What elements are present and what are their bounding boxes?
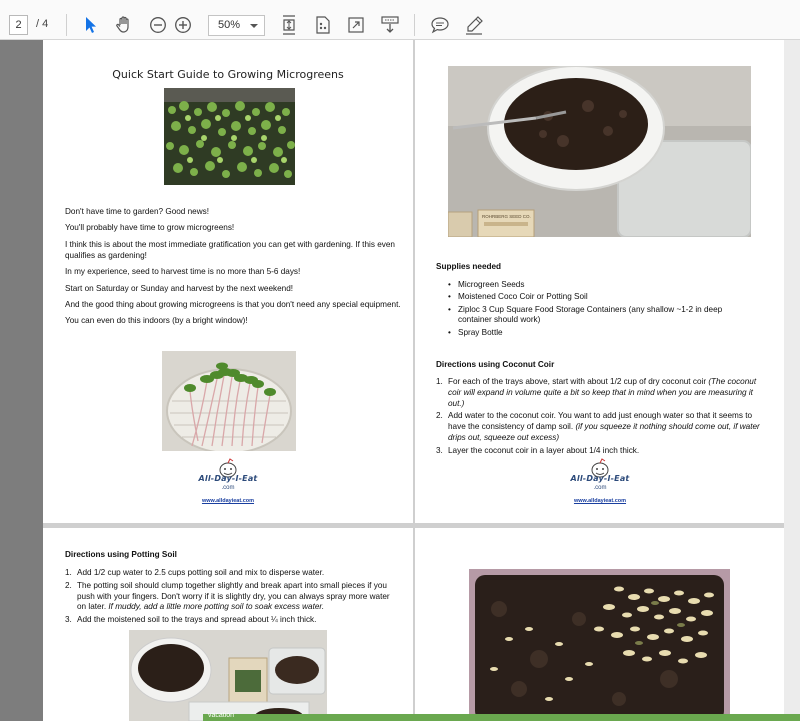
- paragraph: You'll probably have time to grow microgreens!: [65, 223, 235, 233]
- step-text: Layer the coconut coir in a layer about 1/4 inch thick.: [448, 445, 640, 455]
- hand-icon[interactable]: [113, 14, 135, 36]
- fit-page-icon[interactable]: [278, 14, 300, 36]
- highlight-pen-icon[interactable]: [463, 14, 485, 36]
- list-item: • Ziploc 3 Cup Square Food Storage Containers (any shallow ~1-2 in deep container should work): [436, 305, 756, 327]
- step-note: (The coconut coir will expand in volume quite a bit so keep that in mind when you are measuring it out.): [448, 377, 757, 408]
- page-number-input[interactable]: 2: [9, 15, 28, 35]
- paragraph: I think this is about the most immediate gratification you can get with gardening. If this even qualifies as gardening!: [65, 239, 395, 260]
- list-item: • Microgreen Seeds: [436, 280, 756, 291]
- potting-soil-photo: [129, 630, 327, 721]
- list-item: • Moistened Coco Coir or Potting Soil: [436, 292, 756, 303]
- paragraph: You can even do this indoors (by a bright window)!: [65, 316, 248, 326]
- select-arrow-icon[interactable]: [80, 14, 102, 36]
- scroll-mode-icon[interactable]: [379, 14, 401, 36]
- step-text: The potting soil should clump together slightly and break apart into small pieces if you push with your fingers. Don't worry if it is slightly dry, you can always spray more water on later.: [77, 580, 390, 612]
- status-bar: [203, 714, 800, 721]
- logo-text: All-Day-I-Eat: [198, 474, 258, 483]
- paragraph: Don't have time to garden? Good news!: [65, 207, 210, 216]
- step-note: (if you squeeze it nothing should come out, if water drips out, squeeze out excess): [448, 422, 760, 443]
- paragraph: Start on Saturday or Sunday and harvest by the next weekend!: [65, 283, 294, 293]
- step-number: 2.: [65, 580, 72, 590]
- document-viewport[interactable]: [0, 40, 800, 721]
- potting-soil-steps: [65, 568, 395, 628]
- chevron-down-icon: [250, 24, 258, 28]
- list-item: • Spray Bottle: [436, 328, 756, 339]
- supplies-list: [436, 280, 756, 340]
- comment-icon[interactable]: [429, 14, 451, 36]
- logo-text: All-Day-I-Eat: [570, 474, 630, 483]
- list-item: [65, 581, 395, 613]
- toolbar: [0, 0, 800, 40]
- paragraph: And the good thing about growing microgreens is that you don't need any special equipment.: [65, 299, 401, 309]
- list-item: [436, 411, 766, 443]
- intro-text: [65, 207, 401, 333]
- step-text: Add water to the coconut coir. You want to add just enough water so that it seems to have the consistency of damp soil.: [448, 411, 753, 432]
- zoom-in-icon[interactable]: [172, 14, 194, 36]
- supplies-heading: Supplies needed: [436, 262, 502, 271]
- zoom-select[interactable]: [208, 15, 265, 36]
- step-note: If muddy, add a little more potting soil to soak excess water.: [108, 602, 325, 612]
- page-3: [43, 528, 413, 721]
- microgreens-photo: [164, 88, 295, 185]
- zoom-value: 50%: [218, 19, 241, 31]
- seed-packet-label: ROHRBERG SEED CO.: [482, 214, 531, 219]
- list-item: [65, 615, 395, 626]
- logo-com: .com: [221, 484, 235, 491]
- sprouting-seeds-photo: [469, 569, 730, 721]
- sprouts-photo: [162, 351, 296, 451]
- zoom-out-icon[interactable]: [147, 14, 169, 36]
- step-number: 3.: [436, 445, 443, 455]
- list-item: [436, 377, 766, 409]
- step-text: For each of the trays above, start with about 1/2 cup of dry coconut coir: [448, 377, 709, 386]
- site-link[interactable]: www.alldayieat.com: [573, 498, 627, 505]
- toolbar-divider: [66, 14, 67, 36]
- potting-soil-heading: Directions using Potting Soil: [65, 550, 177, 559]
- list-item: [65, 568, 395, 579]
- page-4: [415, 528, 784, 721]
- vertical-scrollbar[interactable]: [784, 40, 800, 721]
- page-1: [43, 40, 413, 523]
- site-link[interactable]: www.alldayieat.com: [201, 498, 255, 505]
- step-number: 1.: [436, 377, 443, 386]
- step-text: Add 1/2 cup water to 2.5 cups potting soil and mix to disperse water.: [77, 568, 325, 577]
- page-total: / 4: [36, 18, 49, 30]
- step-number: 1.: [65, 568, 72, 577]
- page-2: [415, 40, 784, 523]
- step-text: Add the moistened soil to the trays and spread about ¼ inch thick.: [77, 615, 317, 625]
- left-gutter: [0, 40, 43, 721]
- full-screen-icon[interactable]: [345, 14, 367, 36]
- coir-steps: [436, 377, 766, 459]
- page-title: Quick Start Guide to Growing Microgreens: [112, 68, 344, 81]
- coir-heading: Directions using Coconut Coir: [436, 360, 555, 369]
- logo-com: .com: [593, 484, 607, 491]
- step-number: 2.: [436, 411, 443, 421]
- list-item: [436, 446, 766, 457]
- rotate-icon[interactable]: [312, 14, 334, 36]
- paragraph: In my experience, seed to harvest time is no more than 5-6 days!: [65, 267, 301, 277]
- toolbar-divider: [414, 14, 415, 36]
- status-text: vacation: [208, 712, 235, 719]
- step-number: 3.: [65, 615, 72, 625]
- coir-bowl-photo: [448, 66, 751, 237]
